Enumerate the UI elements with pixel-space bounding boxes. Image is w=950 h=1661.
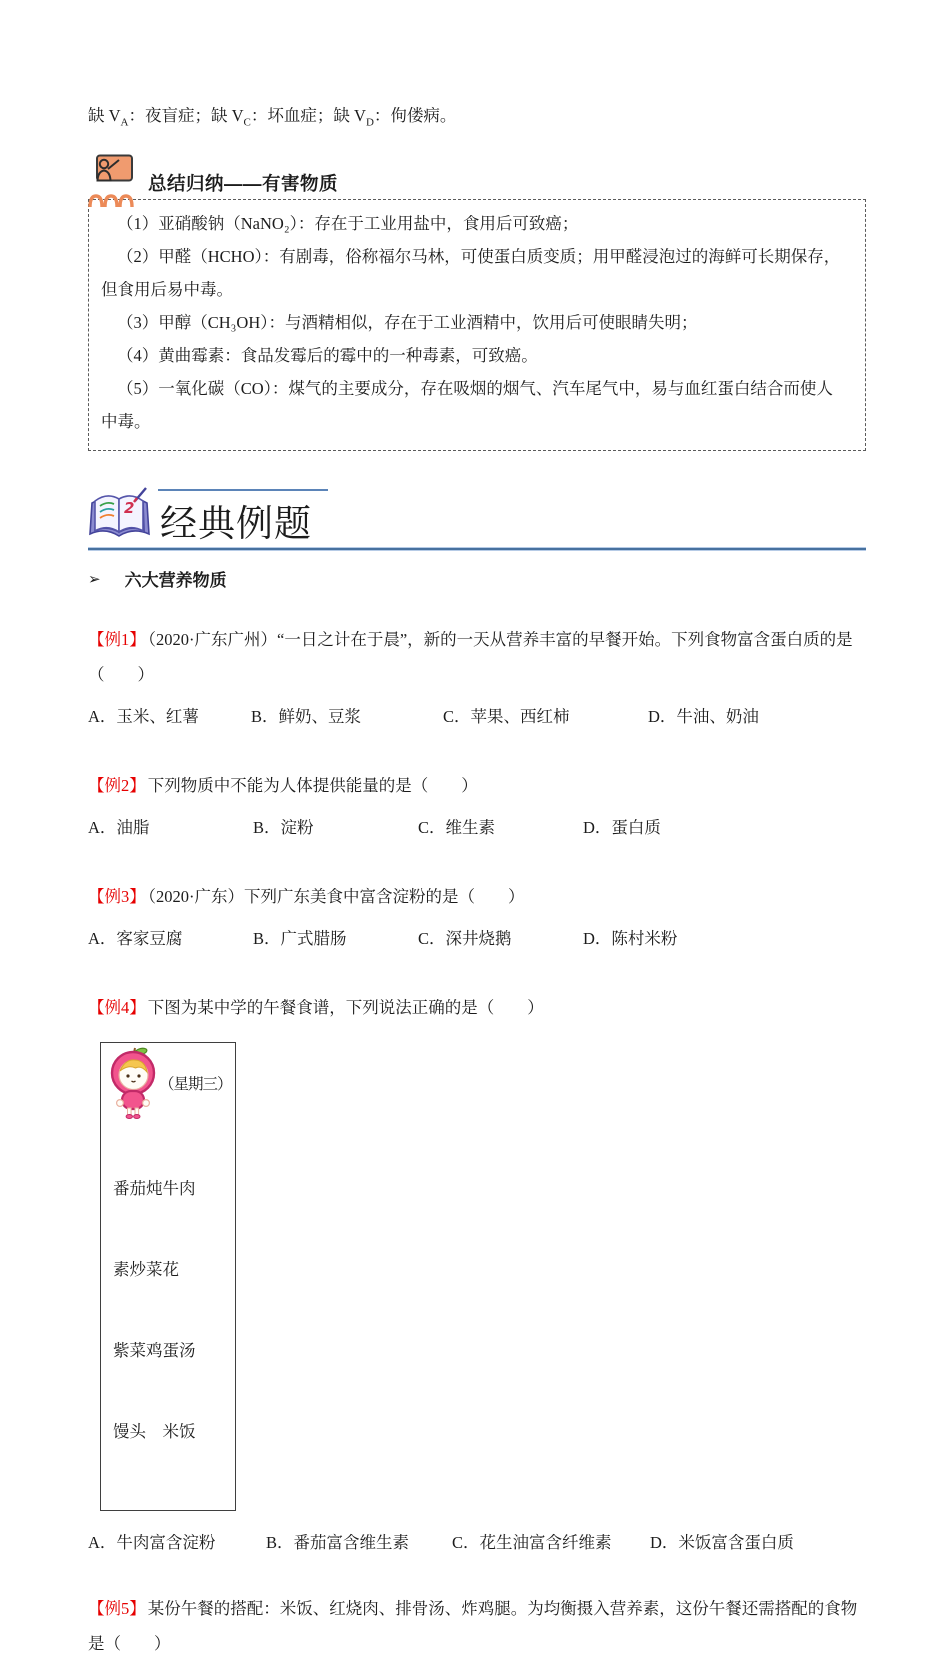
arrow-bullet-icon: ➢ — [88, 570, 101, 588]
option-a: A．油脂 — [88, 818, 150, 837]
example-4 — [88, 990, 866, 1553]
subsection-six-nutrients — [88, 566, 866, 591]
example-3 — [88, 879, 866, 949]
section-divider — [88, 547, 866, 551]
harmful-item-1: （1）亚硝酸钠（NaNO₂）：存在于工业用盐中，食用后可致癌； — [117, 214, 579, 233]
menu-item: 馒头 米饭 — [113, 1423, 196, 1441]
intro-text: ：佝偻病。 — [373, 106, 457, 125]
intro-text: ：坏血症；缺 V — [250, 106, 366, 125]
example-2-label: 【例2】 — [88, 776, 146, 795]
option-d: D．蛋白质 — [583, 818, 661, 837]
option-d: D．米饭富含蛋白质 — [650, 1533, 794, 1552]
classic-examples-header — [88, 487, 866, 547]
example-4-options — [88, 1529, 866, 1553]
svg-text:2: 2 — [124, 499, 135, 517]
option-a: A．玉米、红薯 — [88, 707, 199, 726]
harmful-substances-box — [88, 199, 866, 451]
example-4-label: 【例4】 — [88, 998, 146, 1017]
example-3-label: 【例3】 — [88, 887, 146, 906]
example-5-question — [88, 1591, 866, 1661]
vitamin-deficiency-line — [88, 102, 866, 129]
harmful-item-4: （4）黄曲霉素：食品发霉后的霉中的一种毒素，可致癌。 — [117, 346, 538, 365]
example-5-label: 【例5】 — [88, 1599, 146, 1618]
menu-item-list — [109, 1122, 225, 1500]
example-4-question — [88, 990, 866, 1025]
example-3-question — [88, 879, 866, 914]
option-a: A．客家豆腐 — [88, 929, 183, 948]
vitamin-c-subscript: C — [243, 116, 251, 129]
example-2 — [88, 768, 866, 838]
section-title: 经典例题 — [158, 489, 328, 547]
subsection-title: 六大营养物质 — [124, 571, 227, 590]
vitamin-a-subscript: A — [120, 116, 129, 129]
presentation-board-icon — [88, 154, 134, 208]
option-b: B．番茄富含维生素 — [266, 1533, 410, 1552]
example-1-label: 【例1】 — [88, 630, 146, 649]
menu-item: 番茄炖牛肉 — [113, 1180, 196, 1198]
example-2-question — [88, 768, 866, 803]
vitamin-d-subscript: D — [365, 116, 374, 129]
menu-card-top — [109, 1047, 232, 1119]
open-book-icon — [88, 487, 152, 545]
option-d: D．陈村米粉 — [583, 929, 678, 948]
example-5 — [88, 1591, 866, 1661]
menu-day-label: （星期三） — [159, 1076, 232, 1093]
harmful-item-5: （5）一氧化碳（CO）：煤气的主要成分，存在吸烟的烟气、汽车尾气中，易与血红蛋白结合而使人中毒。 — [101, 379, 833, 431]
option-d: D．牛油、奶油 — [648, 707, 759, 726]
harmful-item-3: （3）甲醇（CH₃OH）：与酒精相似，存在于工业酒精中，饮用后可使眼睛失明； — [117, 313, 698, 332]
option-c: C．深井烧鹅 — [418, 929, 512, 948]
menu-item: 素炒菜花 — [113, 1261, 179, 1279]
summary-title: 总结归纳——有害物质 — [148, 173, 339, 194]
question-text: 某份午餐的搭配：米饭、红烧肉、排骨汤、炸鸡腿。为均衡摄入营养素，这份午餐还需搭配的食物是（ ） — [88, 1599, 858, 1653]
summary-header — [88, 154, 866, 208]
option-b: B．淀粉 — [253, 818, 314, 837]
question-text: 下列物质中不能为人体提供能量的是（ ） — [147, 776, 478, 795]
intro-text: ：夜盲症；缺 V — [128, 106, 244, 125]
example-3-options — [88, 925, 866, 949]
option-b: B．广式腊肠 — [253, 929, 347, 948]
question-text: （2020·广东广州）“一日之计在于晨”，新的一天从营养丰富的早餐开始。下列食物富含蛋白质的是（ ） — [88, 630, 853, 684]
example-1-question — [88, 622, 866, 692]
option-b: B．鲜奶、豆浆 — [251, 707, 362, 726]
question-text: 下图为某中学的午餐食谱，下列说法正确的是（ ） — [147, 998, 544, 1017]
example-1 — [88, 622, 866, 727]
menu-item: 紫菜鸡蛋汤 — [113, 1342, 196, 1360]
apple-hood-girl-mascot-icon — [109, 1047, 163, 1119]
lunch-menu-card — [100, 1042, 236, 1511]
example-1-options — [88, 703, 866, 727]
option-c: C．维生素 — [418, 818, 496, 837]
option-c: C．花生油富含纤维素 — [452, 1533, 612, 1552]
harmful-item-2: （2）甲醛（HCHO）：有剧毒，俗称福尔马林，可使蛋白质变质；用甲醛浸泡过的海鲜可长期保存，但食用后易中毒。 — [101, 247, 841, 299]
example-2-options — [88, 814, 866, 838]
intro-text: 缺 V — [88, 106, 121, 125]
question-text: （2020·广东）下列广东美食中富含淀粉的是（ ） — [147, 887, 525, 906]
option-a: A．牛肉富含淀粉 — [88, 1533, 216, 1552]
option-c: C．苹果、西红柿 — [443, 707, 570, 726]
